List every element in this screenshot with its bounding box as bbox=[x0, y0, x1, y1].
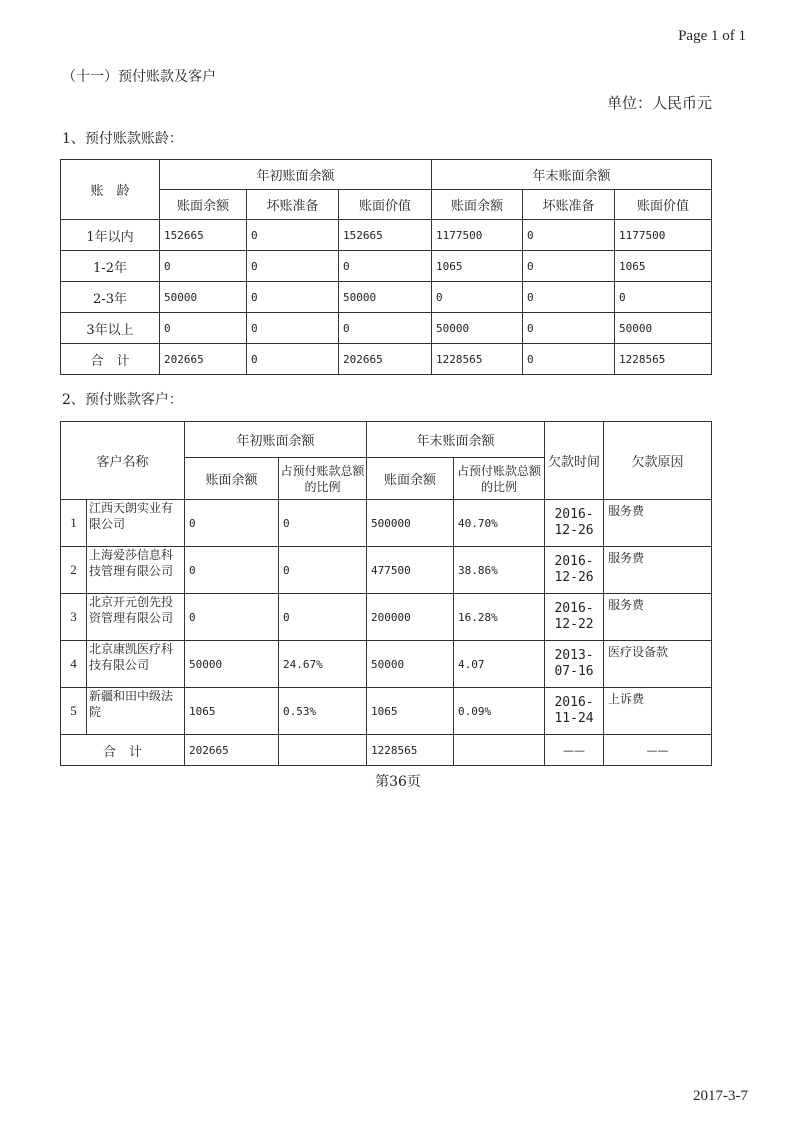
table-row bbox=[61, 641, 712, 688]
owed-date: 2016-11-24 bbox=[545, 688, 604, 735]
cell: 1177500 bbox=[615, 220, 712, 251]
customer-name: 上海爱莎信息科技管理有限公司 bbox=[87, 547, 185, 594]
owed-reason: 服务费 bbox=[604, 594, 712, 641]
cell: 0 bbox=[523, 251, 615, 282]
cell: 0.53% bbox=[279, 688, 367, 735]
row-label: 1-2年 bbox=[61, 251, 160, 282]
owed-reason: 服务费 bbox=[604, 547, 712, 594]
cell: 0 bbox=[279, 547, 367, 594]
cell: 50000 bbox=[160, 282, 247, 313]
owed-reason: 医疗设备款 bbox=[604, 641, 712, 688]
customer-header-begin: 年初账面余额 bbox=[185, 422, 367, 458]
cell: 0 bbox=[185, 500, 279, 547]
total-row bbox=[61, 735, 712, 766]
cell: 50000 bbox=[367, 641, 454, 688]
cell: 0 bbox=[185, 594, 279, 641]
customer-header-end: 年末账面余额 bbox=[367, 422, 545, 458]
total-end-ratio bbox=[454, 735, 545, 766]
table-row bbox=[61, 282, 712, 313]
table-row bbox=[61, 688, 712, 735]
row-index: 5 bbox=[61, 688, 87, 735]
table-row bbox=[61, 547, 712, 594]
customer-col-ratio: 占预付账款总额的比例 bbox=[279, 458, 367, 500]
total-label: 合 计 bbox=[61, 735, 185, 766]
customer-name: 北京康凯医疗科技有限公司 bbox=[87, 641, 185, 688]
table-row bbox=[61, 220, 712, 251]
cell: 0 bbox=[160, 251, 247, 282]
cell: 200000 bbox=[367, 594, 454, 641]
customer-header-owed-reason: 欠款原因 bbox=[604, 422, 712, 500]
cell: 0 bbox=[247, 282, 339, 313]
aging-header-end: 年末账面余额 bbox=[432, 160, 712, 190]
cell: 4.07 bbox=[454, 641, 545, 688]
cell: 0 bbox=[247, 220, 339, 251]
aging-col-book-value: 账面价值 bbox=[339, 190, 432, 220]
customer-name: 江西天朗实业有限公司 bbox=[87, 500, 185, 547]
cell: 50000 bbox=[615, 313, 712, 344]
owed-reason: 服务费 bbox=[604, 500, 712, 547]
cell: 152665 bbox=[339, 220, 432, 251]
cell: 1065 bbox=[432, 251, 523, 282]
cell: 24.67% bbox=[279, 641, 367, 688]
row-label: 3年以上 bbox=[61, 313, 160, 344]
cell: 0 bbox=[247, 313, 339, 344]
cell: 0 bbox=[247, 344, 339, 375]
cell: 202665 bbox=[160, 344, 247, 375]
cell: 0 bbox=[279, 594, 367, 641]
cell: 40.70% bbox=[454, 500, 545, 547]
section-title: （十一）预付账款及客户 bbox=[62, 69, 216, 85]
row-index: 4 bbox=[61, 641, 87, 688]
cell: 1228565 bbox=[615, 344, 712, 375]
cell: 0 bbox=[339, 313, 432, 344]
subsection-aging-title: 1、预付账款账龄： bbox=[62, 131, 183, 147]
cell: 1177500 bbox=[432, 220, 523, 251]
cell: 1228565 bbox=[432, 344, 523, 375]
cell: 152665 bbox=[160, 220, 247, 251]
cell: 0 bbox=[615, 282, 712, 313]
customer-col-ratio: 占预付账款总额的比例 bbox=[454, 458, 545, 500]
cell: 0 bbox=[279, 500, 367, 547]
owed-date: 2016-12-22 bbox=[545, 594, 604, 641]
customer-col-book-balance: 账面余额 bbox=[185, 458, 279, 500]
table-row bbox=[61, 594, 712, 641]
cell: 500000 bbox=[367, 500, 454, 547]
aging-col-book-balance: 账面余额 bbox=[432, 190, 523, 220]
aging-col-book-value: 账面价值 bbox=[615, 190, 712, 220]
total-row bbox=[61, 344, 712, 375]
customer-table bbox=[60, 421, 712, 766]
row-label: 1年以内 bbox=[61, 220, 160, 251]
cell: 1065 bbox=[615, 251, 712, 282]
table-row bbox=[61, 500, 712, 547]
owed-date: 2016-12-26 bbox=[545, 500, 604, 547]
cell: 1065 bbox=[185, 688, 279, 735]
cell: 0 bbox=[523, 282, 615, 313]
customer-name: 北京开元创先投资管理有限公司 bbox=[87, 594, 185, 641]
aging-col-book-balance: 账面余额 bbox=[160, 190, 247, 220]
total-reason-dash: —— bbox=[604, 735, 712, 766]
table-row bbox=[61, 313, 712, 344]
customer-header-owed-time: 欠款时间 bbox=[545, 422, 604, 500]
cell: 0 bbox=[432, 282, 523, 313]
unit-label: 单位：人民币元 bbox=[606, 94, 712, 112]
total-date-dash: —— bbox=[545, 735, 604, 766]
aging-header-age: 账 龄 bbox=[61, 160, 160, 220]
row-label: 2-3年 bbox=[61, 282, 160, 313]
owed-date: 2013-07-16 bbox=[545, 641, 604, 688]
cell: 0 bbox=[339, 251, 432, 282]
customer-header-name: 客户名称 bbox=[61, 422, 185, 500]
aging-col-bad-debt: 坏账准备 bbox=[247, 190, 339, 220]
row-index: 2 bbox=[61, 547, 87, 594]
customer-col-book-balance: 账面余额 bbox=[367, 458, 454, 500]
total-end-balance: 1228565 bbox=[367, 735, 454, 766]
row-index: 1 bbox=[61, 500, 87, 547]
cell: 16.28% bbox=[454, 594, 545, 641]
cell: 0 bbox=[523, 344, 615, 375]
cell: 1065 bbox=[367, 688, 454, 735]
cell: 50000 bbox=[339, 282, 432, 313]
cell: 0 bbox=[523, 313, 615, 344]
cell: 50000 bbox=[185, 641, 279, 688]
aging-header-begin: 年初账面余额 bbox=[160, 160, 432, 190]
cell: 477500 bbox=[367, 547, 454, 594]
cell: 0 bbox=[160, 313, 247, 344]
owed-reason: 上诉费 bbox=[604, 688, 712, 735]
cell: 0 bbox=[523, 220, 615, 251]
cell: 0 bbox=[185, 547, 279, 594]
aging-table bbox=[60, 159, 712, 375]
row-label: 合 计 bbox=[61, 344, 160, 375]
cell: 38.86% bbox=[454, 547, 545, 594]
total-begin-ratio bbox=[279, 735, 367, 766]
print-date: 2017-3-7 bbox=[693, 1088, 748, 1104]
row-index: 3 bbox=[61, 594, 87, 641]
cell: 0.09% bbox=[454, 688, 545, 735]
page-indicator: Page 1 of 1 bbox=[678, 28, 746, 44]
table-row bbox=[61, 251, 712, 282]
cell: 50000 bbox=[432, 313, 523, 344]
footer-page-number: 第36页 bbox=[375, 774, 421, 790]
cell: 0 bbox=[247, 251, 339, 282]
aging-col-bad-debt: 坏账准备 bbox=[523, 190, 615, 220]
total-begin-balance: 202665 bbox=[185, 735, 279, 766]
cell: 202665 bbox=[339, 344, 432, 375]
customer-name: 新疆和田中级法院 bbox=[87, 688, 185, 735]
owed-date: 2016-12-26 bbox=[545, 547, 604, 594]
subsection-customer-title: 2、预付账款客户： bbox=[62, 392, 183, 408]
